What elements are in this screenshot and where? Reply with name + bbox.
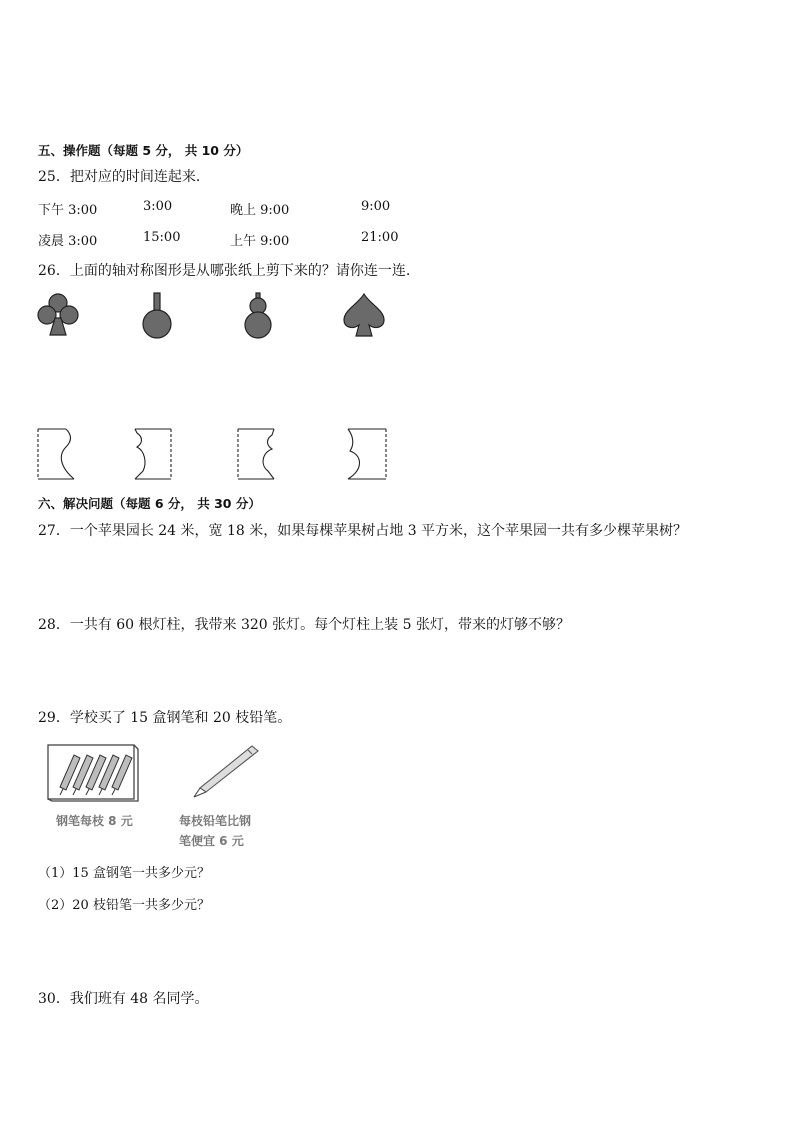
time-label: 21:00	[361, 230, 399, 245]
spade-shape-icon	[342, 292, 386, 338]
question-28: 28．一共有 60 根灯柱，我带来 320 张灯。每个灯柱上装 5 张灯，带来的灯够不够？	[38, 617, 570, 633]
club-shape-icon	[36, 292, 80, 338]
question-25: 25．把对应的时间连起来．	[38, 169, 210, 185]
pen-box-icon	[46, 741, 142, 803]
paper-cut-4-icon	[344, 427, 390, 481]
question-30: 30．我们班有 48 名同学。	[38, 991, 209, 1007]
section-5-title: 五、操作题（每题 5 分， 共 10 分）	[38, 143, 249, 158]
pencil-price-caption-line-2: 笔便宜 6 元	[179, 834, 244, 848]
time-label: 上午 9:00	[230, 234, 290, 249]
pencil-icon	[190, 742, 262, 800]
time-label: 15:00	[143, 230, 181, 245]
question-26: 26．上面的轴对称图形是从哪张纸上剪下来的？请你连一连.	[38, 263, 411, 279]
paper-cut-3-icon	[236, 427, 280, 481]
pen-price-caption: 钢笔每枝 8 元	[56, 814, 133, 828]
question-29-sub-2: （2）20 枝铅笔一共多少元？	[38, 898, 210, 913]
ball-on-stick-shape-icon	[141, 292, 173, 340]
time-label: 下午 3:00	[38, 203, 98, 218]
time-label: 3:00	[143, 199, 173, 214]
paper-cut-1-icon	[36, 427, 80, 481]
question-29-sub-1: （1）15 盒钢笔一共多少元？	[38, 866, 210, 881]
paper-cut-2-icon	[131, 427, 175, 481]
gourd-shape-icon	[242, 292, 274, 340]
time-label: 9:00	[361, 199, 391, 214]
pencil-price-caption-line-1: 每枝铅笔比钢	[179, 814, 252, 828]
question-27: 27．一个苹果园长 24 米，宽 18 米，如果每棵苹果树占地 3 平方米，这个苹果园一共有多少棵苹果树？	[38, 523, 688, 539]
section-6-title: 六、解决问题（每题 6 分， 共 30 分）	[38, 496, 261, 511]
time-label: 凌晨 3:00	[38, 234, 98, 249]
question-29: 29．学校买了 15 盒钢笔和 20 枝铅笔。	[38, 710, 292, 726]
time-label: 晚上 9:00	[230, 203, 290, 218]
